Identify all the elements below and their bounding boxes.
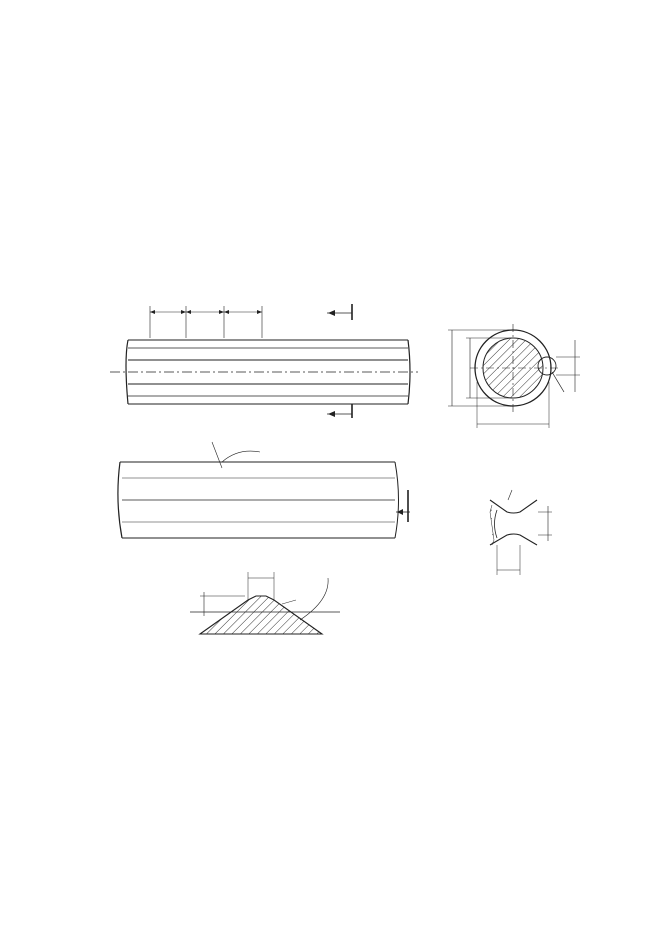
- section-aa: [448, 324, 580, 428]
- detail-b: [490, 490, 552, 575]
- bar-side-view: [110, 304, 418, 418]
- section-bb: [190, 572, 340, 634]
- bar-perspective-view: [118, 442, 410, 538]
